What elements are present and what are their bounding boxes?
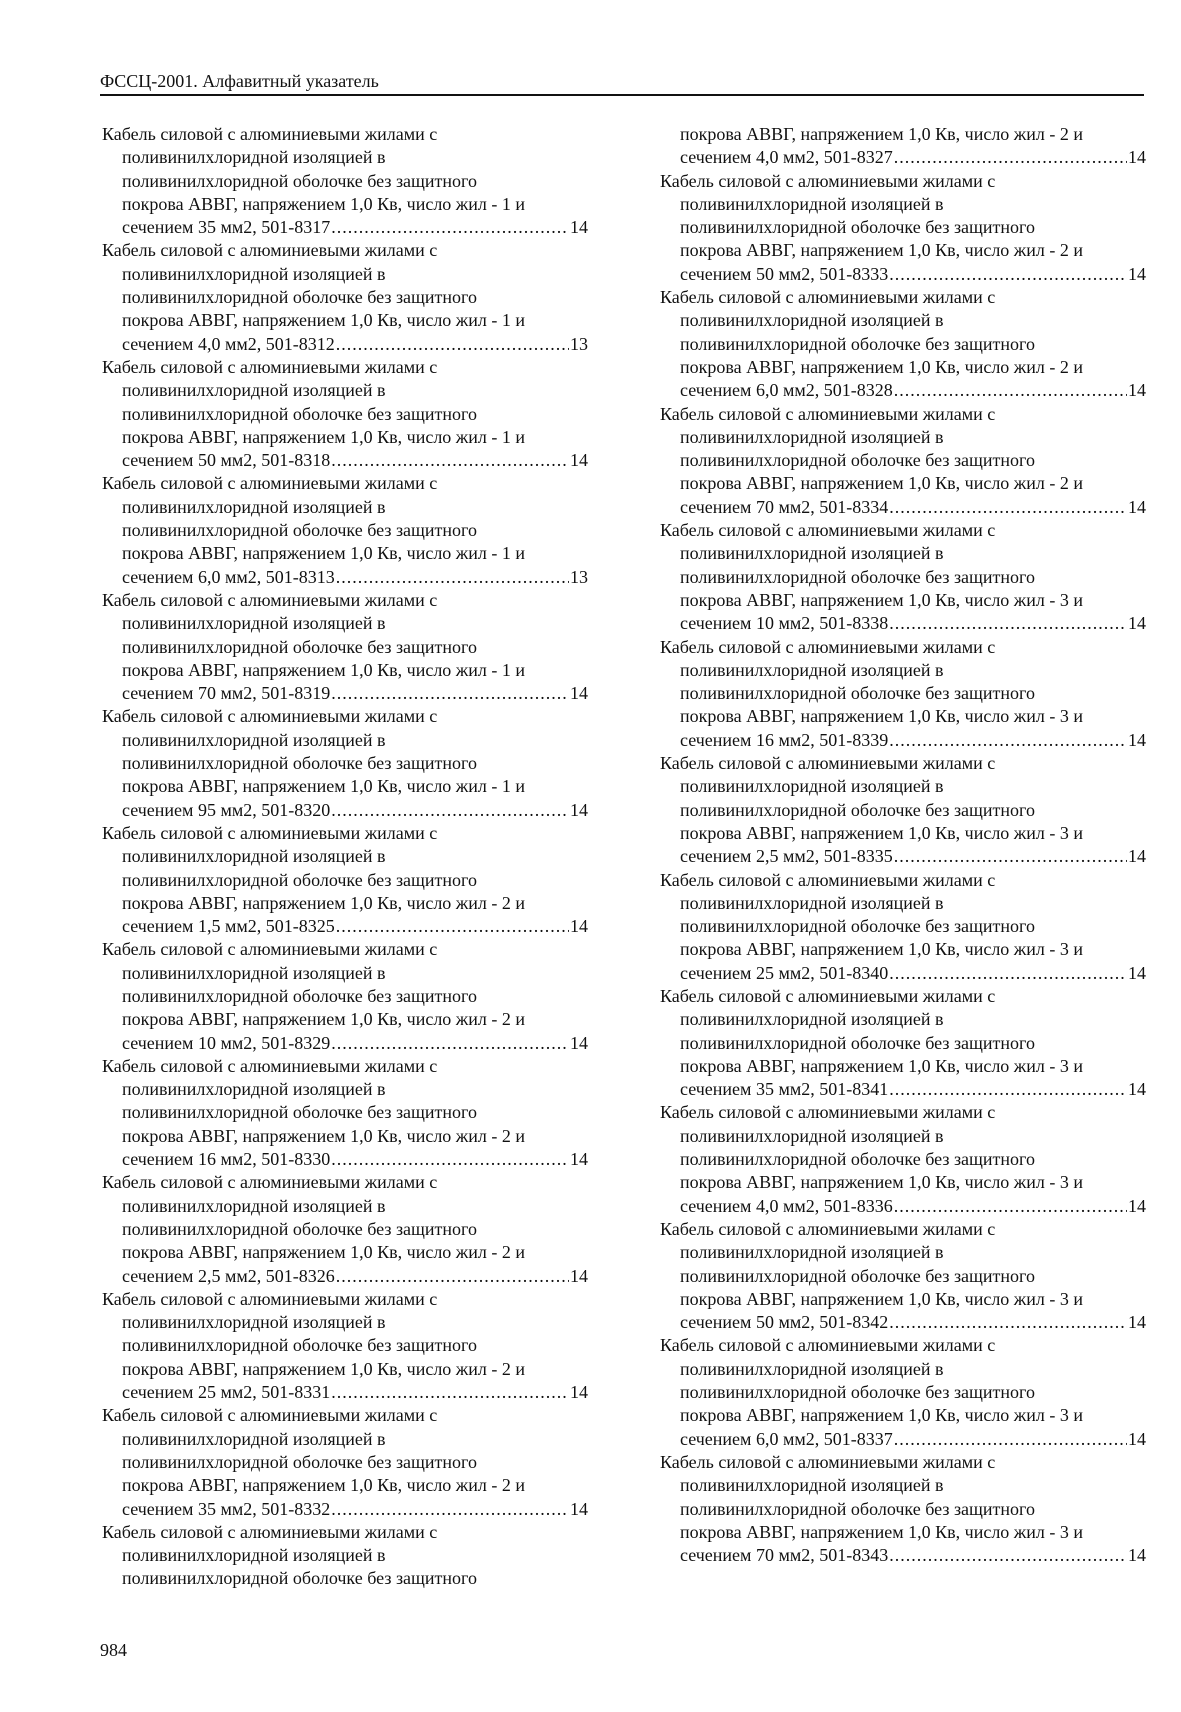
entry-line: Кабель силовой с алюминиевыми жилами с	[102, 1288, 438, 1309]
entry-line: Кабель силовой с алюминиевыми жилами с	[660, 636, 996, 657]
index-entry	[102, 589, 588, 705]
entry-line: Кабель силовой с алюминиевыми жилами с	[102, 1055, 438, 1076]
entry-line: поливинилхлоридной оболочке без защитного	[680, 916, 1035, 937]
entry-line: поливинилхлоридной изоляцией в	[680, 1475, 944, 1496]
header-divider	[100, 94, 1144, 96]
dot-leader	[331, 1498, 569, 1521]
entry-line: поливинилхлоридной оболочке без защитного	[122, 403, 477, 424]
index-entry	[102, 239, 588, 355]
dot-leader	[331, 449, 569, 472]
entry-text: сечением 50 мм2, 501-8342	[680, 1312, 889, 1333]
index-entry	[660, 1451, 1146, 1567]
entry-line: поливинилхлоридной оболочке без защитного	[680, 1149, 1035, 1170]
entry-page-number: 14	[1128, 496, 1146, 517]
entry-line: покрова АВВГ, напряжением 1,0 Кв, число жил - 3 и	[680, 1521, 1083, 1542]
entry-line: покрова АВВГ, напряжением 1,0 Кв, число жил - 1 и	[122, 659, 525, 680]
index-entry	[660, 636, 1146, 752]
entry-line-last	[660, 1544, 1146, 1567]
entry-line-last	[102, 1498, 588, 1521]
index-entry	[102, 1404, 588, 1520]
entry-line: покрова АВВГ, напряжением 1,0 Кв, число жил - 2 и	[680, 124, 1083, 144]
entry-line: Кабель силовой с алюминиевыми жилами с	[102, 589, 438, 610]
entry-text: сечением 25 мм2, 501-8331	[122, 1382, 331, 1403]
entry-text: сечением 16 мм2, 501-8330	[122, 1149, 331, 1170]
dot-leader	[889, 612, 1127, 635]
entry-line: поливинилхлоридной оболочке без защитного	[680, 1265, 1035, 1286]
dot-leader	[889, 1078, 1127, 1101]
entry-text: сечением 35 мм2, 501-8341	[680, 1079, 889, 1100]
index-entry	[102, 356, 588, 472]
entry-page-number: 14	[1128, 380, 1146, 401]
index-column-right	[660, 123, 1146, 1567]
entry-line: Кабель силовой с алюминиевыми жилами с	[102, 706, 438, 727]
entry-line-last	[660, 845, 1146, 868]
page-header	[100, 70, 1144, 96]
dot-leader	[894, 379, 1127, 402]
index-entry	[660, 403, 1146, 519]
entry-text: сечением 2,5 мм2, 501-8335	[680, 846, 893, 867]
entry-line: поливинилхлоридной изоляцией в	[680, 1009, 944, 1030]
entry-line: Кабель силовой с алюминиевыми жилами с	[102, 1172, 438, 1193]
entry-line: покрова АВВГ, напряжением 1,0 Кв, число жил - 1 и	[122, 193, 525, 214]
entry-line: покрова АВВГ, напряжением 1,0 Кв, число жил - 2 и	[122, 1358, 525, 1379]
entry-line: поливинилхлоридной изоляцией в	[122, 147, 386, 168]
entry-page-number: 14	[570, 1149, 588, 1170]
entry-page-number: 14	[570, 1032, 588, 1053]
entry-line-last	[102, 799, 588, 822]
entry-line: поливинилхлоридной оболочке без защитного	[680, 450, 1035, 471]
entry-text: сечением 35 мм2, 501-8317	[122, 217, 331, 238]
entry-text: сечением 35 мм2, 501-8332	[122, 1498, 331, 1519]
entry-page-number: 14	[570, 217, 588, 238]
entry-text: сечением 70 мм2, 501-8319	[122, 683, 331, 704]
entry-text: сечением 10 мм2, 501-8338	[680, 613, 889, 634]
dot-leader	[331, 216, 569, 239]
entry-line-last	[102, 1148, 588, 1171]
dot-leader	[331, 682, 569, 705]
entry-line-last	[660, 1428, 1146, 1451]
index-entry-continuation	[660, 123, 1146, 170]
dot-leader	[331, 1381, 569, 1404]
entry-line: покрова АВВГ, напряжением 1,0 Кв, число жил - 3 и	[680, 1288, 1083, 1309]
entry-page-number: 14	[1128, 1545, 1146, 1566]
page-number: 984	[100, 1640, 127, 1660]
entry-page-number: 14	[1128, 729, 1146, 750]
entry-line: поливинилхлоридной изоляцией в	[680, 1242, 944, 1263]
entry-line: покрова АВВГ, напряжением 1,0 Кв, число жил - 2 и	[122, 1009, 525, 1030]
entry-line: покрова АВВГ, напряжением 1,0 Кв, число жил - 3 и	[680, 939, 1083, 960]
entry-line: поливинилхлоридной изоляцией в	[122, 1079, 386, 1100]
entry-line-last	[102, 1032, 588, 1055]
entry-text: сечением 6,0 мм2, 501-8313	[122, 566, 335, 587]
dot-leader	[336, 1265, 569, 1288]
entry-line: поливинилхлоридной оболочке без защитного	[122, 985, 477, 1006]
entry-line: покрова АВВГ, напряжением 1,0 Кв, число жил - 3 и	[680, 822, 1083, 843]
entry-line: поливинилхлоридной изоляцией в	[680, 310, 944, 331]
entry-line: Кабель силовой с алюминиевыми жилами с	[660, 1218, 996, 1239]
index-entry	[102, 822, 588, 938]
entry-text: сечением 16 мм2, 501-8339	[680, 729, 889, 750]
entry-line: покрова АВВГ, напряжением 1,0 Кв, число жил - 1 и	[122, 543, 525, 564]
entry-line: Кабель силовой с алюминиевыми жилами с	[102, 1521, 438, 1542]
entry-line: Кабель силовой с алюминиевыми жилами с	[660, 869, 996, 890]
dot-leader	[889, 1544, 1127, 1567]
entry-page-number: 14	[1128, 846, 1146, 867]
dot-leader	[894, 146, 1127, 169]
entry-line: поливинилхлоридной оболочке без защитного	[122, 287, 477, 308]
entry-line: покрова АВВГ, напряжением 1,0 Кв, число жил - 2 и	[122, 1242, 525, 1263]
entry-line: поливинилхлоридной изоляцией в	[122, 380, 386, 401]
entry-page-number: 14	[1128, 1428, 1146, 1449]
entry-line-last	[660, 962, 1146, 985]
entry-line: поливинилхлоридной оболочке без защитного	[680, 566, 1035, 587]
entry-line: Кабель силовой с алюминиевыми жилами с	[660, 403, 996, 424]
index-entry	[660, 752, 1146, 868]
entry-text: сечением 4,0 мм2, 501-8327	[680, 147, 893, 168]
index-entry	[660, 1218, 1146, 1334]
entry-line: поливинилхлоридной изоляцией в	[122, 1428, 386, 1449]
dot-leader	[894, 1428, 1127, 1451]
entry-page-number: 14	[570, 1382, 588, 1403]
entry-line: поливинилхлоридной изоляцией в	[122, 263, 386, 284]
entry-text: сечением 6,0 мм2, 501-8337	[680, 1428, 893, 1449]
dot-leader	[336, 915, 569, 938]
dot-leader	[336, 566, 569, 589]
entry-text: сечением 4,0 мм2, 501-8312	[122, 333, 335, 354]
entry-page-number: 14	[1128, 263, 1146, 284]
entry-line: Кабель силовой с алюминиевыми жилами с	[660, 985, 996, 1006]
index-entry	[102, 1288, 588, 1404]
entry-line: покрова АВВГ, напряжением 1,0 Кв, число жил - 2 и	[680, 240, 1083, 261]
dot-leader	[889, 1311, 1127, 1334]
entry-line-last	[660, 146, 1146, 169]
entry-line: поливинилхлоридной оболочке без защитного	[680, 1498, 1035, 1519]
entry-text: сечением 2,5 мм2, 501-8326	[122, 1265, 335, 1286]
entry-line-last	[660, 1078, 1146, 1101]
entry-line: покрова АВВГ, напряжением 1,0 Кв, число жил - 3 и	[680, 1055, 1083, 1076]
entry-line: поливинилхлоридной оболочке без защитного	[122, 1335, 477, 1356]
entry-line: поливинилхлоридной изоляцией в	[680, 193, 944, 214]
entry-line: Кабель силовой с алюминиевыми жилами с	[102, 1405, 438, 1426]
entry-line: Кабель силовой с алюминиевыми жилами с	[102, 356, 438, 377]
entry-page-number: 14	[570, 1498, 588, 1519]
entry-line-last	[102, 449, 588, 472]
entry-line: покрова АВВГ, напряжением 1,0 Кв, число жил - 1 и	[122, 310, 525, 331]
entry-line-last	[102, 682, 588, 705]
entry-line: поливинилхлоридной изоляцией в	[122, 1545, 386, 1566]
index-entry	[660, 170, 1146, 286]
entry-line: Кабель силовой с алюминиевыми жилами с	[102, 822, 438, 843]
index-entry	[102, 1171, 588, 1287]
entry-line-last	[660, 263, 1146, 286]
entry-line: поливинилхлоридной изоляцией в	[680, 776, 944, 797]
entry-text: сечением 10 мм2, 501-8329	[122, 1032, 331, 1053]
entry-line: поливинилхлоридной оболочке без защитного	[680, 799, 1035, 820]
index-entry	[102, 938, 588, 1054]
entry-text: сечением 4,0 мм2, 501-8336	[680, 1195, 893, 1216]
entry-line: Кабель силовой с алюминиевыми жилами с	[102, 473, 438, 494]
entry-page-number: 14	[570, 1265, 588, 1286]
index-entry	[660, 1334, 1146, 1450]
entry-text: сечением 50 мм2, 501-8333	[680, 263, 889, 284]
entry-line: покрова АВВГ, напряжением 1,0 Кв, число жил - 1 и	[122, 426, 525, 447]
entry-page-number: 14	[1128, 613, 1146, 634]
index-entry	[660, 519, 1146, 635]
entry-line: Кабель силовой с алюминиевыми жилами с	[660, 753, 996, 774]
entry-line: покрова АВВГ, напряжением 1,0 Кв, число жил - 2 и	[122, 1475, 525, 1496]
entry-line: поливинилхлоридной оболочке без защитного	[122, 1568, 477, 1589]
index-entry	[102, 705, 588, 821]
dot-leader	[331, 1148, 569, 1171]
entry-line: поливинилхлоридной изоляцией в	[680, 543, 944, 564]
entry-line: Кабель силовой с алюминиевыми жилами с	[102, 240, 438, 261]
index-entry	[102, 1055, 588, 1171]
entry-text: сечением 95 мм2, 501-8320	[122, 799, 331, 820]
entry-line: поливинилхлоридной оболочке без защитного	[680, 217, 1035, 238]
entry-page-number: 14	[1128, 147, 1146, 168]
dot-leader	[331, 799, 569, 822]
index-entry	[660, 1101, 1146, 1217]
index-entry	[102, 123, 588, 239]
entry-line-last	[660, 612, 1146, 635]
entry-line-last	[102, 1381, 588, 1404]
entry-line: поливинилхлоридной изоляцией в	[680, 659, 944, 680]
dot-leader	[889, 729, 1127, 752]
entry-line: поливинилхлоридной оболочке без защитного	[122, 1102, 477, 1123]
dot-leader	[336, 333, 569, 356]
entry-page-number: 14	[1128, 1079, 1146, 1100]
entry-line: поливинилхлоридной изоляцией в	[680, 892, 944, 913]
entry-text: сечением 50 мм2, 501-8318	[122, 450, 331, 471]
entry-line: поливинилхлоридной изоляцией в	[680, 426, 944, 447]
dot-leader	[331, 1032, 569, 1055]
index-entry	[102, 472, 588, 588]
index-entry	[660, 869, 1146, 985]
entry-line: Кабель силовой с алюминиевыми жилами с	[660, 287, 996, 308]
entry-line: поливинилхлоридной изоляцией в	[122, 729, 386, 750]
entry-line-last	[660, 729, 1146, 752]
entry-line: покрова АВВГ, напряжением 1,0 Кв, число жил - 3 и	[680, 589, 1083, 610]
entry-line: покрова АВВГ, напряжением 1,0 Кв, число жил - 2 и	[680, 356, 1083, 377]
entry-line: поливинилхлоридной оболочке без защитного	[680, 333, 1035, 354]
index-entry	[660, 985, 1146, 1101]
index-column-left	[102, 123, 588, 1591]
dot-leader	[889, 496, 1127, 519]
entry-line: покрова АВВГ, напряжением 1,0 Кв, число жил - 3 и	[680, 1172, 1083, 1193]
entry-line: покрова АВВГ, напряжением 1,0 Кв, число жил - 2 и	[122, 1125, 525, 1146]
entry-line: Кабель силовой с алюминиевыми жилами с	[660, 520, 996, 541]
entry-line: поливинилхлоридной изоляцией в	[680, 1125, 944, 1146]
entry-line-last	[102, 333, 588, 356]
entry-line: поливинилхлоридной оболочке без защитного	[122, 170, 477, 191]
dot-leader	[894, 845, 1127, 868]
index-entry-partial	[102, 1521, 588, 1591]
entry-line: поливинилхлоридной изоляцией в	[122, 962, 386, 983]
entry-page-number: 14	[1128, 1312, 1146, 1333]
dot-leader	[889, 962, 1127, 985]
entry-line: Кабель силовой с алюминиевыми жилами с	[660, 1451, 996, 1472]
entry-line: поливинилхлоридной изоляцией в	[122, 496, 386, 517]
entry-page-number: 14	[1128, 1195, 1146, 1216]
entry-line: покрова АВВГ, напряжением 1,0 Кв, число жил - 3 и	[680, 1405, 1083, 1426]
entry-line-last	[660, 379, 1146, 402]
entry-page-number: 13	[570, 333, 588, 354]
entry-text: сечением 6,0 мм2, 501-8328	[680, 380, 893, 401]
entry-line: Кабель силовой с алюминиевыми жилами с	[660, 1102, 996, 1123]
entry-line: поливинилхлоридной оболочке без защитного	[680, 1382, 1035, 1403]
entry-line: поливинилхлоридной изоляцией в	[122, 846, 386, 867]
dot-leader	[894, 1195, 1127, 1218]
entry-line: поливинилхлоридной оболочке без защитного	[122, 1218, 477, 1239]
entry-line: поливинилхлоридной оболочке без защитного	[122, 520, 477, 541]
entry-line-last	[102, 216, 588, 239]
entry-text: сечением 25 мм2, 501-8340	[680, 962, 889, 983]
entry-page-number: 14	[570, 450, 588, 471]
entry-text: сечением 70 мм2, 501-8334	[680, 496, 889, 517]
entry-line: поливинилхлоридной изоляцией в	[122, 1312, 386, 1333]
entry-line: поливинилхлоридной оболочке без защитного	[680, 683, 1035, 704]
entry-line: поливинилхлоридной изоляцией в	[122, 1195, 386, 1216]
entry-line-last	[660, 1311, 1146, 1334]
entry-line: покрова АВВГ, напряжением 1,0 Кв, число жил - 2 и	[122, 892, 525, 913]
entry-line-last	[660, 496, 1146, 519]
entry-line-last	[102, 915, 588, 938]
entry-line-last	[102, 566, 588, 589]
entry-line: поливинилхлоридной оболочке без защитного	[680, 1032, 1035, 1053]
entry-line: поливинилхлоридной оболочке без защитного	[122, 753, 477, 774]
entry-line: покрова АВВГ, напряжением 1,0 Кв, число жил - 2 и	[680, 473, 1083, 494]
entry-page-number: 14	[570, 683, 588, 704]
entry-page-number: 14	[570, 916, 588, 937]
entry-page-number: 14	[570, 799, 588, 820]
entry-page-number: 13	[570, 566, 588, 587]
entry-line-last	[102, 1265, 588, 1288]
page-header-title: ФССЦ-2001. Алфавитный указатель	[100, 71, 379, 91]
entry-line: Кабель силовой с алюминиевыми жилами с	[102, 124, 438, 144]
entry-line: поливинилхлоридной изоляцией в	[680, 1358, 944, 1379]
entry-line: Кабель силовой с алюминиевыми жилами с	[660, 1335, 996, 1356]
entry-line: поливинилхлоридной оболочке без защитного	[122, 636, 477, 657]
entry-line: Кабель силовой с алюминиевыми жилами с	[660, 170, 996, 191]
index-entry	[660, 286, 1146, 402]
entry-line: поливинилхлоридной оболочке без защитного	[122, 1451, 477, 1472]
entry-line: поливинилхлоридной оболочке без защитного	[122, 869, 477, 890]
entry-line: покрова АВВГ, напряжением 1,0 Кв, число жил - 3 и	[680, 706, 1083, 727]
entry-text: сечением 70 мм2, 501-8343	[680, 1545, 889, 1566]
entry-line-last	[660, 1195, 1146, 1218]
entry-text: сечением 1,5 мм2, 501-8325	[122, 916, 335, 937]
entry-line: Кабель силовой с алюминиевыми жилами с	[102, 939, 438, 960]
entry-page-number: 14	[1128, 962, 1146, 983]
dot-leader	[889, 263, 1127, 286]
entry-line: покрова АВВГ, напряжением 1,0 Кв, число жил - 1 и	[122, 776, 525, 797]
entry-line: поливинилхлоридной изоляцией в	[122, 613, 386, 634]
